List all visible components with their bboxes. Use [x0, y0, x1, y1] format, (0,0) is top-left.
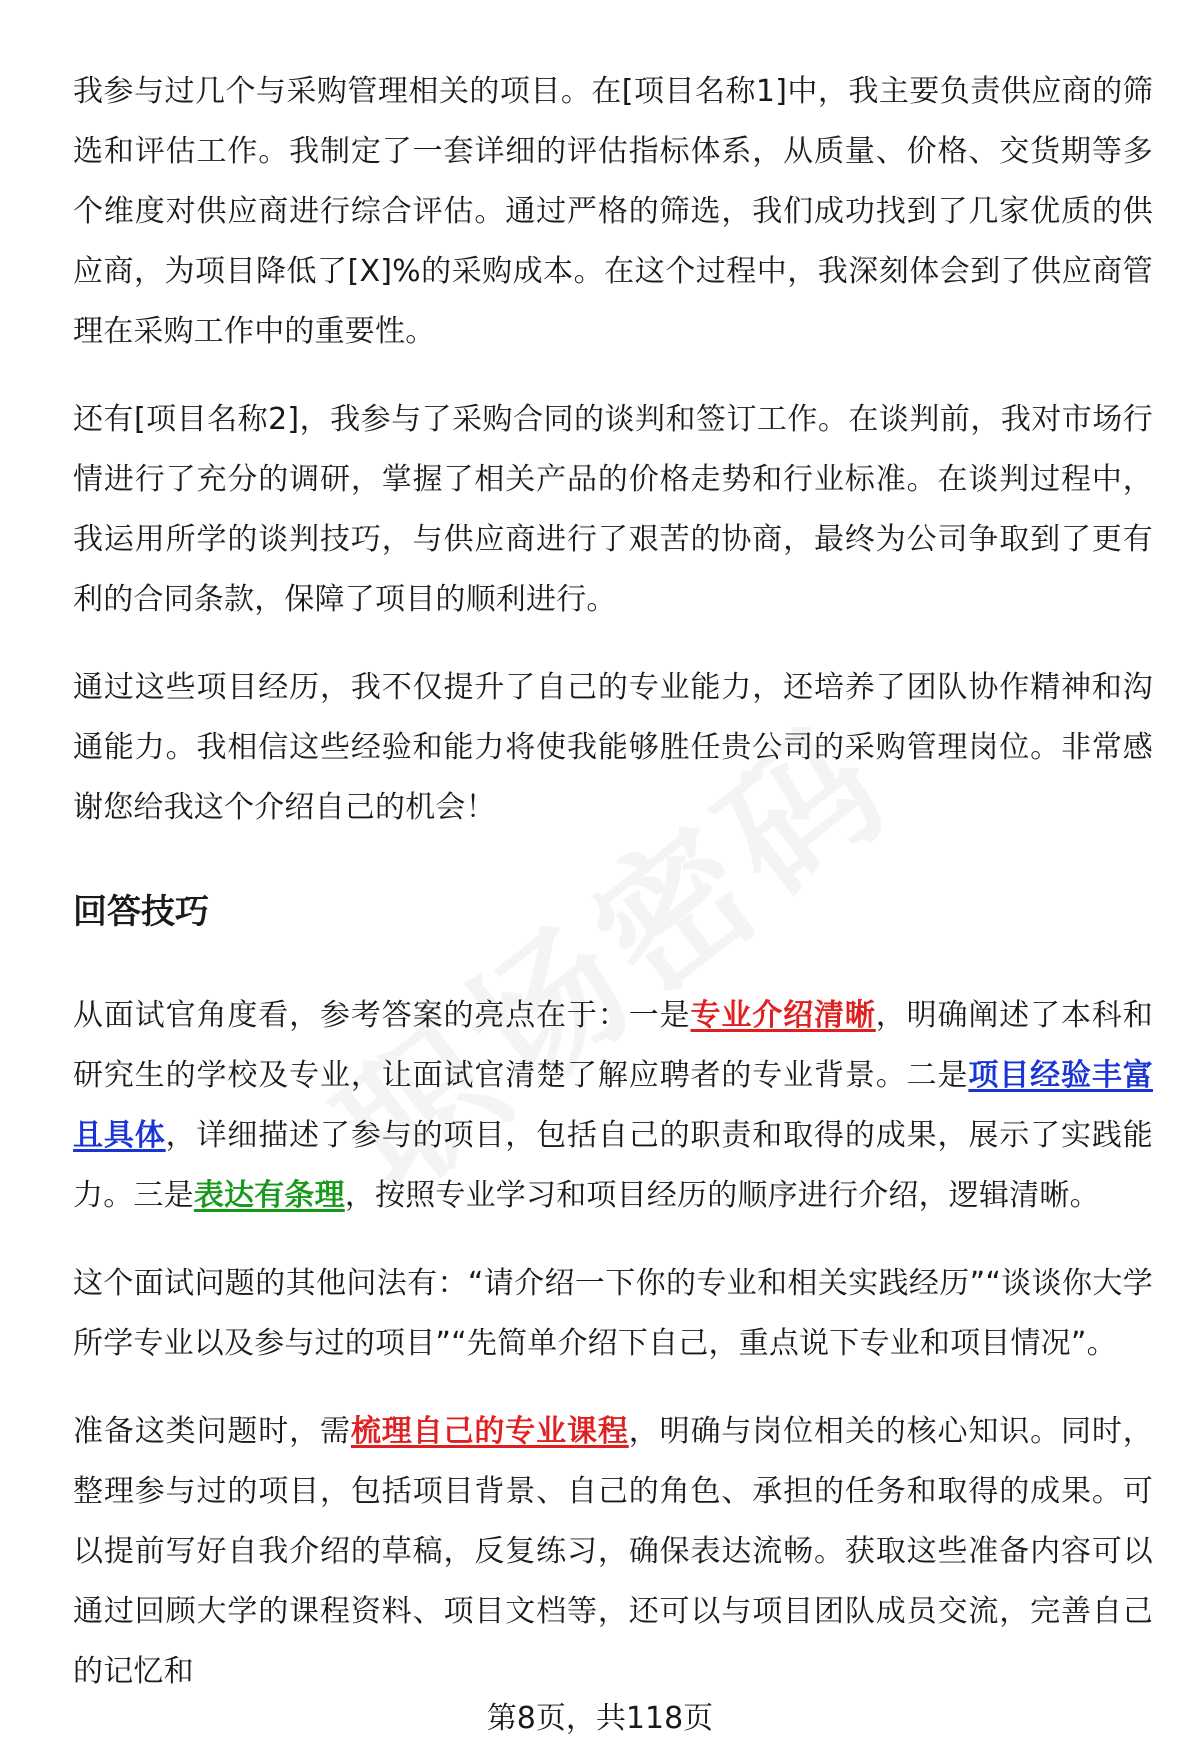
tips-text-4: ，按照专业学习和项目经历的顺序进行介绍，逻辑清晰。	[344, 1178, 1100, 1213]
paragraph-tips	[73, 986, 1153, 1226]
paragraph-other-questions: 这个面试问题的其他问法有：“请介绍一下你的专业和相关实践经历”“谈谈你大学所学专业以及参与过的项目”“先简单介绍下自己，重点说下专业和项目情况”。	[73, 1266, 1153, 1361]
section-heading: 回答技巧	[73, 892, 209, 932]
highlight-course-review: 梳理自己的专业课程	[350, 1414, 629, 1449]
document-content	[73, 62, 1153, 1702]
paragraph-closing: 通过这些项目经历，我不仅提升了自己的专业能力，还培养了团队协作精神和沟通能力。我相信这些经验和能力将使我能够胜任贵公司的采购管理岗位。非常感谢您给我这个介绍自己的机会！	[73, 670, 1153, 825]
highlight-project-experience: 项目经验丰富且具体	[73, 1058, 1153, 1153]
tips-text-1: 从面试官角度看，参考答案的亮点在于：一是	[73, 998, 691, 1033]
prep-text-1: 准备这类问题时，需	[73, 1414, 351, 1449]
tips-text-2: ，明确阐述了本科和研究生的学校及专业，让面试官清楚了解应聘者的专业背景。二是	[73, 998, 1154, 1093]
tips-text-3: ，详细描述了参与的项目，包括自己的职责和取得的成果，展示了实践能力。三是	[73, 1118, 1153, 1213]
paragraph-project-2: 还有[项目名称2]，我参与了采购合同的谈判和签订工作。在谈判前，我对市场行情进行了充分的调研，掌握了相关产品的价格走势和行业标准。在谈判过程中，我运用所学的谈判技巧，与供应商进行了艰苦的协商，最终为公司争取到了更有利的合同条款，保障了项目的顺利进行。	[73, 402, 1153, 617]
highlight-organized-expression: 表达有条理	[193, 1178, 345, 1213]
page-footer: 第8页，共118页	[486, 1701, 714, 1736]
prep-text-2: ，明确与岗位相关的核心知识。同时，整理参与过的项目，包括项目背景、自己的角色、承担的任务和取得的成果。可以提前写好自我介绍的草稿，反复练习，确保表达流畅。获取这些准备内容可以通过回顾大学的课程资料、项目文档等，还可以与项目团队成员交流，完善自己的记忆和	[73, 1414, 1153, 1689]
paragraph-project-1: 我参与过几个与采购管理相关的项目。在[项目名称1]中，我主要负责供应商的筛选和评估工作。我制定了一套详细的评估指标体系，从质量、价格、交货期等多个维度对供应商进行综合评估。通过严格的筛选，我们成功找到了几家优质的供应商，为项目降低了[X]%的采购成本。在这个过程中，我深刻体会到了供应商管理在采购工作中的重要性。	[73, 74, 1153, 349]
paragraph-preparation	[73, 1402, 1153, 1702]
highlight-professional-intro: 专业介绍清晰	[690, 998, 876, 1033]
